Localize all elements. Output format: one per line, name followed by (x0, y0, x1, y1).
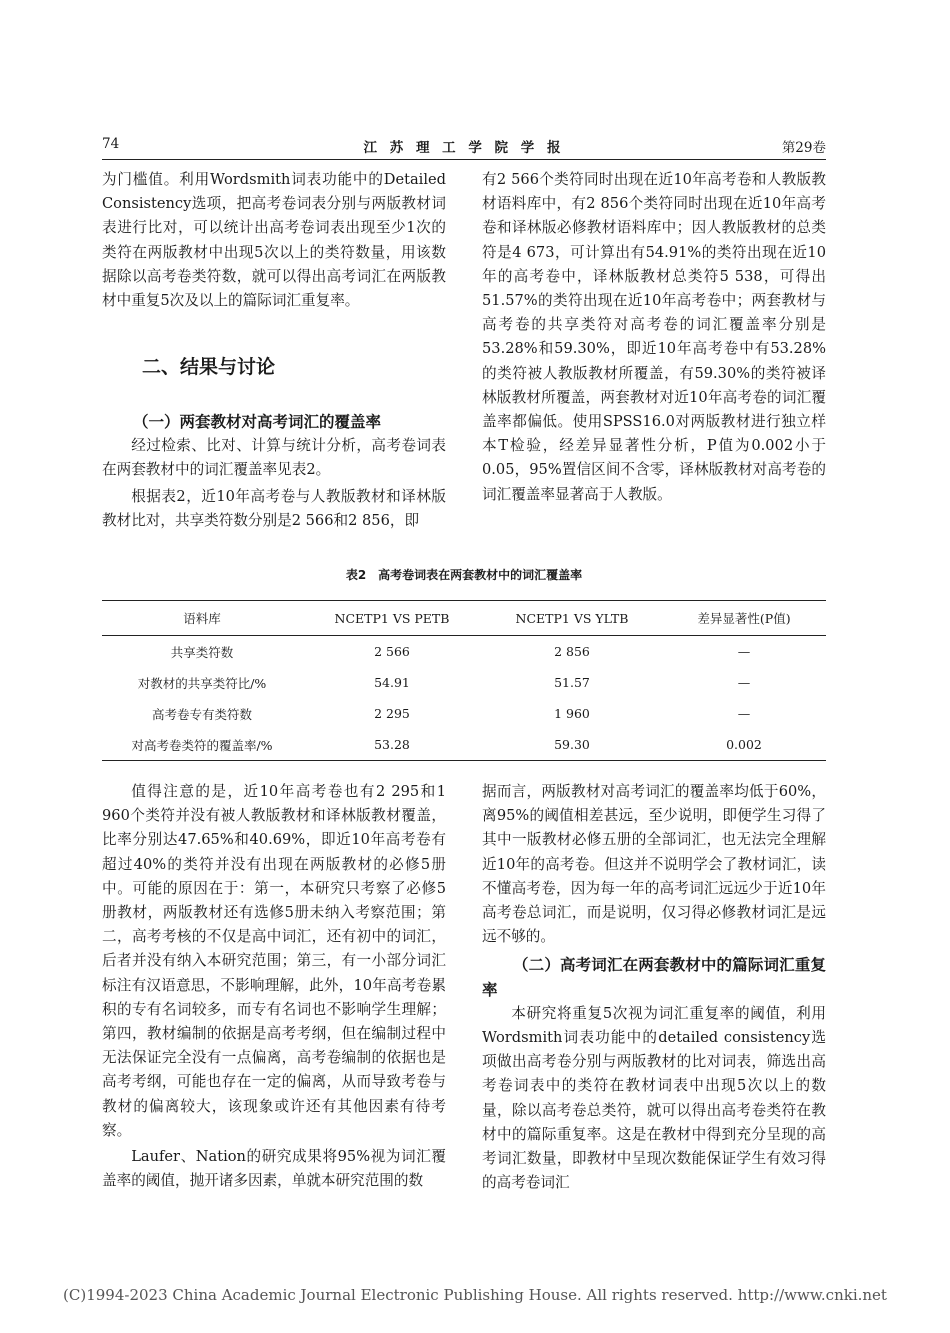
header-rule (102, 159, 826, 160)
paragraph: 根据表2，近10年高考卷与人教版教材和译林版教材比对，共享类符数分别是2 566和2 856，即 (102, 487, 446, 529)
left-column-mid (102, 410, 446, 533)
table-cell: 共享类符数 (170, 644, 234, 660)
table-row (102, 729, 826, 761)
paragraph: 本研究将重复5次视为词汇重复率的阈值，利用Wordsmith词表功能中的detailed consistency选项做出高考卷分别与两版教材的比对词表，筛选出高考卷词表中的类符在教材词表中出现5次以上的数量，除以高考卷总类符，就可以得出高考卷类符在教材中的篇际重复率。这是在教材中得到充分呈现的高考词汇数量，即教材中呈现次数能保证学生有效习得的高考卷词汇 (482, 1004, 826, 1192)
paragraph: 为门槛值。利用Wordsmith词表功能中的Detailed Consistency选项，把高考卷词表分别与两版教材词表进行比对，可以统计出高考卷词表出现至少1次的类符在两版教材中出现5次以上的类符数量，用该数据除以高考卷类符数，就可以得出高考词汇在两版教材中重复5次及以上的篇际词汇重复率。 (102, 171, 446, 310)
column-header: NCETP1 VS PETB (302, 601, 482, 636)
table-cell: 1 960 (554, 706, 590, 721)
table-caption: 表2 高考卷词表在两套教材中的词汇覆盖率 (345, 568, 583, 582)
coverage-table (102, 600, 826, 761)
section-heading: 二、结果与讨论 (142, 356, 276, 378)
table-cell: 对高考卷类符的覆盖率/% (102, 729, 302, 761)
table-cell: 2 566 (374, 644, 410, 659)
subheading: （一）两套教材对高考词汇的覆盖率 (133, 412, 382, 431)
right-column-bottom (482, 780, 826, 1195)
table-row (102, 636, 826, 668)
column-header: 差异显著性(P值) (662, 601, 826, 636)
table-cell: 0.002 (662, 729, 826, 761)
table-cell: — (737, 675, 751, 690)
paragraph: 据而言，两版教材对高考词汇的覆盖率均低于60%，离95%的阈值相差甚远，至少说明，即便学生习得了其中一版教材必修五册的全部词汇，也无法完全理解近10年的高考卷。但这并不说明学会了教材词汇，读不懂高考卷，因为每一年的高考词汇远远少于近10年高考卷总词汇，而是说明，仅习得必修教材词汇是远远不够的。 (482, 783, 826, 946)
table-cell: 54.91 (374, 675, 410, 690)
table-cell: 高考卷专有类符数 (151, 706, 252, 722)
table-cell: — (737, 644, 751, 659)
paragraph: 经过检索、比对、计算与统计分析，高考卷词表在两套教材中的词汇覆盖率见表2。 (102, 437, 446, 479)
paragraph: 值得注意的是，近10年高考卷也有2 295和1 960个类符并没有被人教版教材和译林版教材覆盖，比率分别达47.65%和40.69%，即近10年高考卷有超过40%的类符并没有出现在两版教材的必修5册中。可能的原因在于：第一，本研究只考察了必修5册教材，两版教材还有选修5册未纳入考察范围；第二，高考考核的不仅是高中词汇，还有初中的词汇，后者并没有纳入本研究范围；第三，有一小部分词汇标注有汉语意思，不影响理解，此外，10年高考卷累积的专有名词较多，而专有名词也不影响学生理解；第四，教材编制的依据是高考考纲，但在编制过程中无法保证完全没有一点偏离，高考卷编制的依据也是高考考纲，可能也存在一定的偏离，从而导致考卷与教材的偏离较大，该现象或许还有其他因素有待考察。 (102, 783, 446, 1139)
page-number: 74 (102, 136, 120, 152)
table-cell: 51.57 (554, 675, 590, 690)
paragraph: Laufer、Nation的研究成果将95%视为词汇覆盖率的阈值，抛开诸多因素，单就本研究范围的数 (102, 1148, 446, 1190)
table-cell: 2 856 (554, 644, 590, 659)
paragraph: 有2 566个类符同时出现在近10年高考卷和人教版教材语料库中，有2 856个类符同时出现在近10年高考卷和译林版必修教材语料库中；因人教版教材的总类符是4 673，可计算出有54.91%的类符出现在近10年的高考卷中，译林版教材总类符5 538，可得出51.57%的类符出现在近10年高考卷中；两套教材与高考卷的共享类符对高考卷的词汇覆盖率分别是53.28%和59.30%，即近10年高考卷中有53.28%的类符被人教版教材所覆盖，有59.30%的类符被译林版教材所覆盖，两套教材对近10年高考卷的词汇覆盖率都偏低。使用SPSS16.0对两版教材进行独立样本T检验，经差异显著性分析，P值为0.002小于0.05，95%置信区间不含零，译林版教材对高考卷的词汇覆盖率显著高于人教版。 (482, 171, 826, 503)
volume-label: 第29卷 (781, 140, 826, 156)
table-row (102, 667, 826, 698)
left-column-bottom (102, 780, 446, 1193)
left-column-top (102, 168, 446, 313)
table-cell: — (737, 706, 751, 721)
column-header: NCETP1 VS YLTB (482, 601, 662, 636)
table-row (102, 698, 826, 729)
table-cell: 2 295 (374, 706, 410, 721)
table-cell: 53.28 (302, 729, 482, 761)
table-cell: 对教材的共享类符比/% (137, 675, 267, 691)
table-header-row (102, 601, 826, 636)
journal-title: 江 苏 理 工 学 院 学 报 (363, 140, 565, 156)
copyright-footer: (C)1994-2023 China Academic Journal Electronic Publishing House. All rights reserved. http://www.cnki.net (63, 1286, 887, 1304)
page-header (102, 136, 826, 158)
right-column-top (482, 168, 826, 507)
subheading: （二）高考词汇在两套教材中的篇际词汇重复率 (482, 955, 826, 999)
column-header: 语料库 (102, 601, 302, 636)
table-cell: 59.30 (482, 729, 662, 761)
